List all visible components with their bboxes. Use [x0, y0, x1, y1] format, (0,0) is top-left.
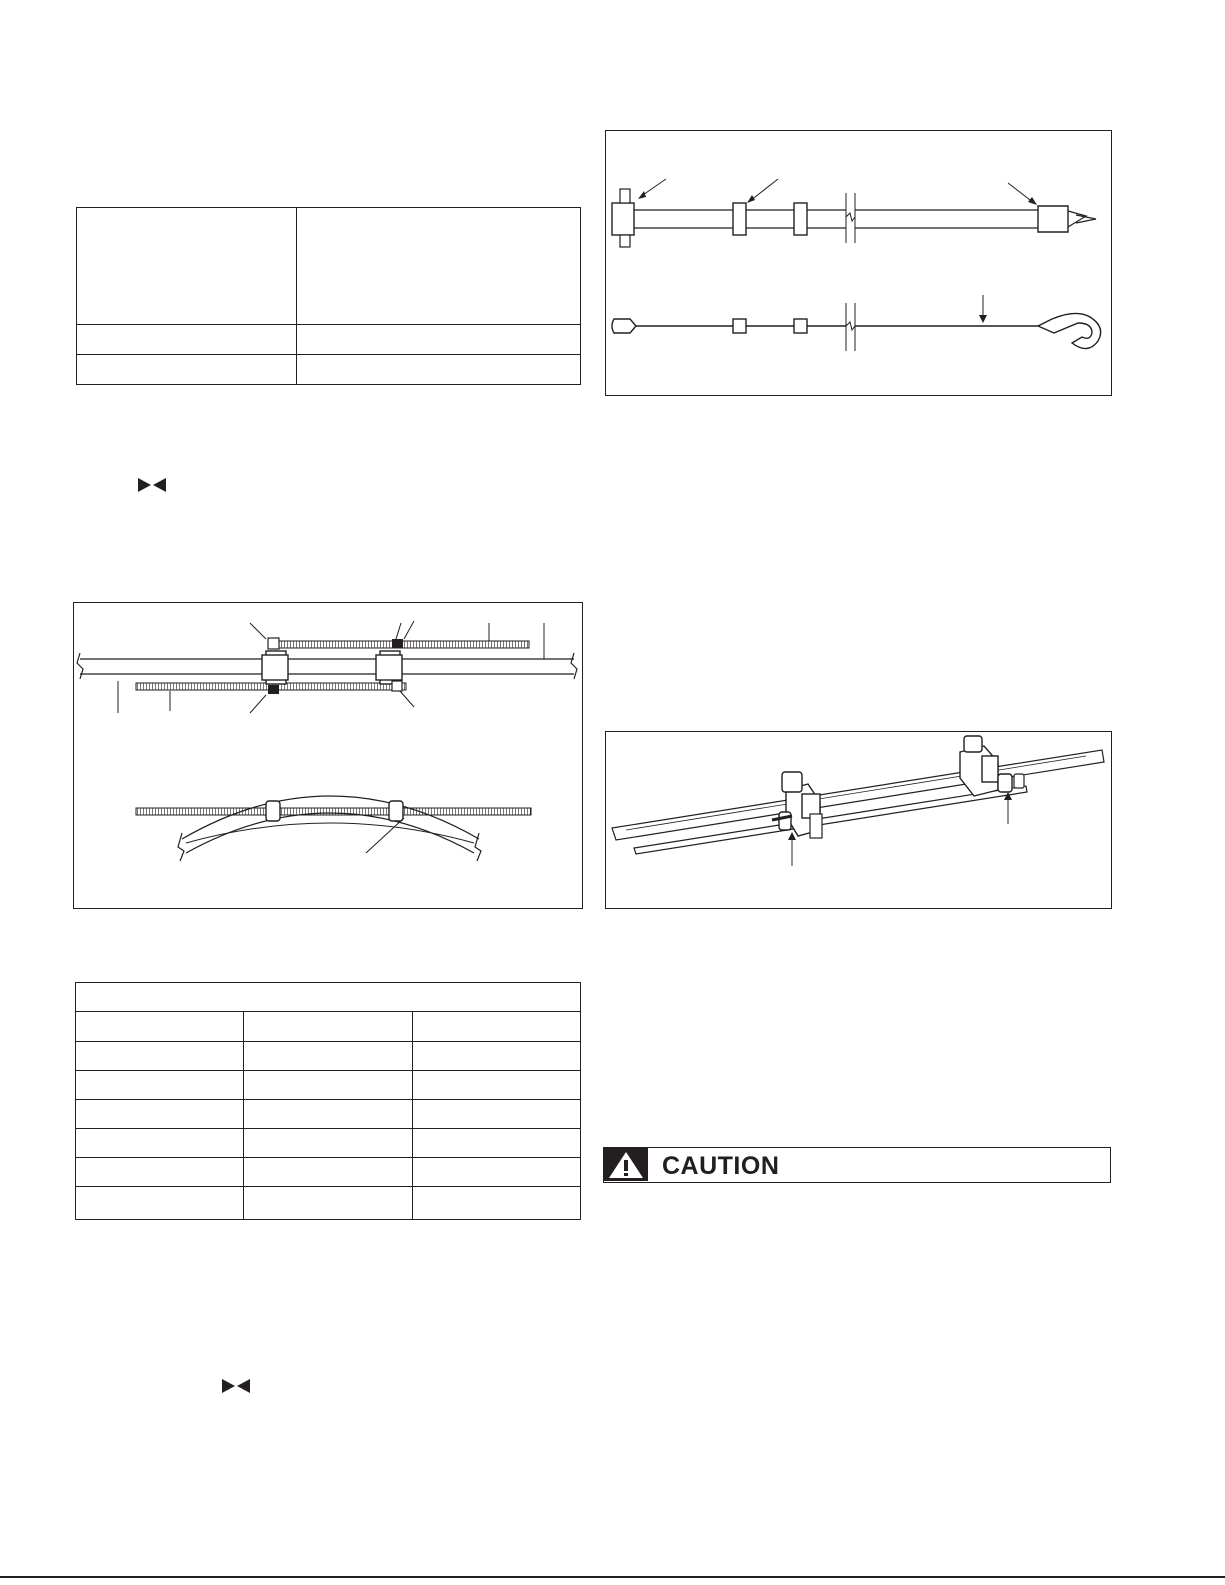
rod-table-cell [412, 1158, 580, 1187]
clamp-assembly-icon [74, 603, 584, 910]
clamp-assembly-diagram [73, 602, 583, 909]
spec-table-cell [77, 325, 297, 355]
spec-table-cell [297, 355, 581, 385]
spring-clamp-diagram [605, 731, 1112, 909]
rod-table-header [76, 983, 581, 1012]
spec-table [76, 207, 581, 385]
rod-table-cell [76, 1129, 244, 1158]
rod-table-cell [244, 1071, 412, 1100]
rod-table-cell [412, 1071, 580, 1100]
rod-table-cell [244, 1129, 412, 1158]
rod-table-cell [244, 1042, 412, 1071]
rod-table-cell [244, 1158, 412, 1187]
rod-table-cell [76, 1071, 244, 1100]
rod-table-cell [76, 1158, 244, 1187]
rod-hook-icon [606, 131, 1113, 397]
warning-triangle-icon [604, 1148, 648, 1181]
spec-table-cell [297, 325, 581, 355]
rod-table-cell [412, 1129, 580, 1158]
rod-table-cell [244, 1187, 412, 1220]
spring-clamp-icon [606, 732, 1113, 910]
rod-table-cell [412, 1012, 580, 1042]
rod-and-hook-diagram [605, 130, 1112, 396]
rod-table-cell [76, 1100, 244, 1129]
rod-table-cell [244, 1100, 412, 1129]
caution-label: CAUTION [662, 1152, 780, 1180]
spec-table-cell [77, 355, 297, 385]
bowtie-icon [222, 1379, 250, 1393]
spec-table-cell [297, 208, 581, 325]
bowtie-icon [138, 478, 166, 492]
rod-table-cell [412, 1042, 580, 1071]
caution-box [603, 1147, 1111, 1183]
rod-table-cell [412, 1100, 580, 1129]
rod-table-cell [412, 1187, 580, 1220]
rod-table-cell [76, 1042, 244, 1071]
rod-table-cell [76, 1012, 244, 1042]
rod-table [75, 982, 581, 1220]
spec-table-cell [77, 208, 297, 325]
rod-table-cell [244, 1012, 412, 1042]
rod-table-cell [76, 1187, 244, 1220]
footer-rule [0, 1576, 1225, 1578]
